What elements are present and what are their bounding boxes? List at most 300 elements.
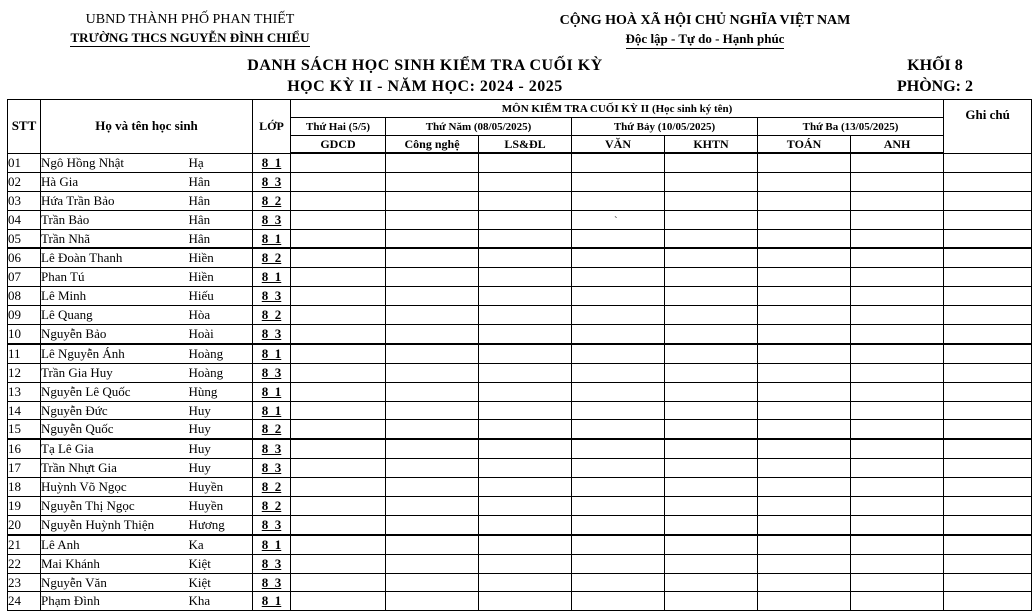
signature-cell[interactable]	[291, 420, 386, 439]
signature-cell[interactable]	[479, 382, 572, 401]
signature-cell[interactable]	[386, 554, 479, 573]
signature-cell[interactable]	[386, 363, 479, 382]
signature-cell[interactable]	[291, 268, 386, 287]
signature-cell[interactable]	[572, 592, 665, 611]
signature-cell[interactable]	[758, 363, 851, 382]
signature-cell[interactable]	[386, 420, 479, 439]
signature-cell[interactable]	[291, 306, 386, 325]
row-first-name: Kiệt	[189, 554, 253, 573]
signature-cell[interactable]	[386, 459, 479, 478]
signature-cell[interactable]	[479, 535, 572, 554]
signature-cell[interactable]	[291, 229, 386, 248]
row-class: 8_3	[253, 363, 291, 382]
signature-cell[interactable]	[758, 554, 851, 573]
row-surname: Lê Đoàn Thanh	[41, 248, 189, 267]
signature-cell[interactable]	[386, 248, 479, 267]
signature-cell[interactable]	[851, 306, 944, 325]
signature-cell[interactable]	[665, 172, 758, 191]
signature-cell[interactable]	[758, 420, 851, 439]
day-thursday: Thứ Năm (08/05/2025)	[386, 118, 572, 136]
nation-title: CỘNG HOÀ XÃ HỘI CHỦ NGHĨA VIỆT NAM	[559, 13, 851, 28]
row-stt: 07	[8, 268, 41, 287]
signature-cell[interactable]	[572, 382, 665, 401]
signature-cell[interactable]	[572, 420, 665, 439]
signature-cell[interactable]	[758, 229, 851, 248]
table-row	[8, 268, 1032, 287]
signature-cell[interactable]	[291, 478, 386, 497]
signature-cell[interactable]	[851, 515, 944, 534]
signature-cell[interactable]	[758, 382, 851, 401]
authority-name: UBND THÀNH PHỐ PHAN THIẾT	[85, 12, 295, 27]
note-cell[interactable]	[944, 287, 1032, 306]
signature-cell[interactable]	[758, 172, 851, 191]
row-first-name: Hân	[189, 191, 253, 210]
signature-cell[interactable]	[291, 210, 386, 229]
signature-cell[interactable]	[479, 401, 572, 420]
row-first-name: Huy	[189, 420, 253, 439]
table-row	[8, 287, 1032, 306]
signature-cell[interactable]	[291, 439, 386, 458]
table-row	[8, 478, 1032, 497]
signature-cell[interactable]	[479, 459, 572, 478]
note-cell[interactable]	[944, 535, 1032, 554]
signature-cell[interactable]	[572, 401, 665, 420]
row-surname: Hà Gia	[41, 172, 189, 191]
signature-cell[interactable]	[386, 344, 479, 363]
signature-cell[interactable]	[291, 401, 386, 420]
row-first-name: Hòa	[189, 306, 253, 325]
signature-cell[interactable]	[572, 497, 665, 516]
row-class: 8_3	[253, 172, 291, 191]
row-stt: 15	[8, 420, 41, 439]
signature-cell[interactable]	[479, 439, 572, 458]
row-class: 8_3	[253, 573, 291, 592]
row-stt: 23	[8, 573, 41, 592]
signature-cell[interactable]	[572, 306, 665, 325]
signature-cell[interactable]	[572, 268, 665, 287]
signature-cell[interactable]	[291, 363, 386, 382]
signature-cell[interactable]	[572, 535, 665, 554]
signature-cell[interactable]	[386, 229, 479, 248]
row-surname: Lê Quang	[41, 306, 189, 325]
signature-cell[interactable]	[665, 401, 758, 420]
row-surname: Lê Minh	[41, 287, 189, 306]
signature-cell[interactable]	[572, 172, 665, 191]
grade-label: KHỐI 8	[907, 57, 963, 74]
table-row	[8, 153, 1032, 172]
row-surname: Nguyễn Thị Ngọc	[41, 497, 189, 516]
signature-cell[interactable]	[479, 210, 572, 229]
table-row	[8, 248, 1032, 267]
note-cell[interactable]	[944, 229, 1032, 248]
row-first-name: Huy	[189, 439, 253, 458]
row-first-name: Hạ	[189, 153, 253, 172]
signature-cell[interactable]	[572, 573, 665, 592]
table-row	[8, 191, 1032, 210]
row-class: 8_2	[253, 497, 291, 516]
row-class: 8_2	[253, 306, 291, 325]
row-stt: 04	[8, 210, 41, 229]
signature-cell[interactable]	[572, 287, 665, 306]
signature-cell[interactable]	[851, 554, 944, 573]
signature-cell[interactable]	[291, 497, 386, 516]
row-first-name: Kiệt	[189, 573, 253, 592]
subject-khtn: KHTN	[665, 136, 758, 154]
row-surname: Lê Anh	[41, 535, 189, 554]
note-cell[interactable]	[944, 401, 1032, 420]
row-stt: 18	[8, 478, 41, 497]
row-surname: Huỳnh Võ Ngọc	[41, 478, 189, 497]
table-row	[8, 554, 1032, 573]
signature-cell[interactable]	[386, 592, 479, 611]
signature-cell[interactable]	[758, 287, 851, 306]
note-cell[interactable]	[944, 515, 1032, 534]
row-stt: 02	[8, 172, 41, 191]
motto-text: Độc lập - Tự do - Hạnh phúc	[626, 31, 785, 49]
row-stt: 10	[8, 325, 41, 344]
row-surname: Trần Bảo	[41, 210, 189, 229]
signature-cell[interactable]	[479, 248, 572, 267]
signature-cell[interactable]	[758, 497, 851, 516]
signature-cell[interactable]	[479, 229, 572, 248]
table-row	[8, 229, 1032, 248]
signature-cell[interactable]	[479, 287, 572, 306]
signature-cell[interactable]	[479, 497, 572, 516]
signature-cell[interactable]	[665, 325, 758, 344]
signature-cell[interactable]	[758, 344, 851, 363]
signature-cell[interactable]	[291, 287, 386, 306]
signature-cell[interactable]	[665, 459, 758, 478]
note-cell[interactable]	[944, 478, 1032, 497]
table-row	[8, 420, 1032, 439]
signature-cell[interactable]	[758, 515, 851, 534]
signature-cell[interactable]	[758, 153, 851, 172]
note-cell[interactable]	[944, 172, 1032, 191]
signature-cell[interactable]	[665, 344, 758, 363]
signature-cell[interactable]	[572, 363, 665, 382]
signature-cell[interactable]	[758, 592, 851, 611]
signature-cell[interactable]	[758, 268, 851, 287]
row-class: 8_1	[253, 229, 291, 248]
note-cell[interactable]	[944, 363, 1032, 382]
note-cell[interactable]	[944, 210, 1032, 229]
table-row	[8, 172, 1032, 191]
signature-cell[interactable]	[851, 325, 944, 344]
signature-cell[interactable]	[758, 191, 851, 210]
table-row	[8, 459, 1032, 478]
row-surname: Nguyễn Huỳnh Thiện	[41, 515, 189, 534]
signature-cell[interactable]	[479, 191, 572, 210]
row-surname: Nguyễn Lê Quốc	[41, 382, 189, 401]
signature-cell[interactable]	[851, 344, 944, 363]
note-cell[interactable]	[944, 592, 1032, 611]
signature-cell[interactable]	[572, 325, 665, 344]
signature-cell[interactable]	[665, 592, 758, 611]
signature-cell[interactable]	[572, 153, 665, 172]
signature-cell[interactable]	[291, 153, 386, 172]
signature-cell[interactable]	[851, 172, 944, 191]
signature-cell[interactable]	[665, 306, 758, 325]
signature-cell[interactable]	[665, 268, 758, 287]
signature-cell[interactable]	[851, 439, 944, 458]
row-stt: 17	[8, 459, 41, 478]
subject-toan: TOÁN	[758, 136, 851, 154]
signature-cell[interactable]	[291, 459, 386, 478]
row-class: 8_3	[253, 554, 291, 573]
note-cell[interactable]	[944, 420, 1032, 439]
signature-cell[interactable]	[758, 459, 851, 478]
row-surname: Trần Nhã	[41, 229, 189, 248]
subject-gdcd: GDCD	[291, 136, 386, 154]
table-row	[8, 325, 1032, 344]
signature-cell[interactable]	[572, 248, 665, 267]
signature-cell[interactable]	[851, 363, 944, 382]
signature-cell[interactable]	[386, 287, 479, 306]
signature-cell[interactable]	[572, 229, 665, 248]
signature-cell[interactable]	[572, 210, 665, 229]
signature-cell[interactable]	[851, 478, 944, 497]
signature-cell[interactable]	[386, 325, 479, 344]
signature-cell[interactable]	[479, 325, 572, 344]
signature-cell[interactable]	[291, 172, 386, 191]
note-cell[interactable]	[944, 325, 1032, 344]
signature-cell[interactable]	[386, 210, 479, 229]
signature-cell[interactable]	[665, 287, 758, 306]
day-tuesday: Thứ Ba (13/05/2025)	[758, 118, 944, 136]
signature-cell[interactable]	[851, 420, 944, 439]
signature-cell[interactable]	[851, 497, 944, 516]
row-surname: Ngô Hồng Nhật	[41, 153, 189, 172]
row-class: 8_1	[253, 268, 291, 287]
day-saturday: Thứ Bảy (10/05/2025)	[572, 118, 758, 136]
signature-cell[interactable]	[386, 439, 479, 458]
col-name-header: Họ và tên học sinh	[41, 100, 253, 154]
note-cell[interactable]	[944, 191, 1032, 210]
note-cell[interactable]	[944, 153, 1032, 172]
row-surname: Trần Nhựt Gia	[41, 459, 189, 478]
row-class: 8_1	[253, 592, 291, 611]
col-class-header: LỚP	[253, 100, 291, 154]
signature-cell[interactable]	[758, 248, 851, 267]
signature-cell[interactable]	[479, 515, 572, 534]
row-class: 8_3	[253, 515, 291, 534]
signature-cell[interactable]	[572, 554, 665, 573]
signature-cell[interactable]	[572, 459, 665, 478]
col-stt-header: STT	[8, 100, 41, 154]
row-class: 8_2	[253, 191, 291, 210]
signature-cell[interactable]	[479, 478, 572, 497]
signature-cell[interactable]	[758, 478, 851, 497]
signature-cell[interactable]	[291, 535, 386, 554]
signature-cell[interactable]	[758, 573, 851, 592]
table-row	[8, 515, 1032, 534]
signature-cell[interactable]	[758, 306, 851, 325]
room-label: PHÒNG: 2	[897, 78, 973, 95]
table-row	[8, 344, 1032, 363]
signature-cell[interactable]	[386, 497, 479, 516]
signature-cell[interactable]	[758, 401, 851, 420]
motto	[540, 31, 870, 47]
signature-cell[interactable]	[665, 554, 758, 573]
row-stt: 19	[8, 497, 41, 516]
row-surname: Hứa Trần Bảo	[41, 191, 189, 210]
row-surname: Mai Khánh	[41, 554, 189, 573]
signature-cell[interactable]	[386, 153, 479, 172]
signature-cell[interactable]	[479, 344, 572, 363]
signature-cell[interactable]	[572, 478, 665, 497]
signature-cell[interactable]	[572, 344, 665, 363]
note-cell[interactable]	[944, 344, 1032, 363]
row-first-name: Hân	[189, 229, 253, 248]
note-cell[interactable]	[944, 439, 1032, 458]
signature-cell[interactable]	[665, 420, 758, 439]
signature-cell[interactable]	[851, 382, 944, 401]
row-first-name: Hiền	[189, 248, 253, 267]
signature-cell[interactable]	[665, 191, 758, 210]
row-stt: 24	[8, 592, 41, 611]
signature-cell[interactable]	[851, 592, 944, 611]
signature-cell[interactable]	[851, 248, 944, 267]
row-stt: 06	[8, 248, 41, 267]
signature-cell[interactable]	[479, 153, 572, 172]
row-first-name: Hoàng	[189, 344, 253, 363]
signature-cell[interactable]	[665, 210, 758, 229]
signature-cell[interactable]	[479, 420, 572, 439]
signature-cell[interactable]	[386, 382, 479, 401]
signature-cell[interactable]	[572, 191, 665, 210]
row-surname: Tạ Lê Gia	[41, 439, 189, 458]
signature-cell[interactable]	[386, 268, 479, 287]
signature-cell[interactable]	[758, 325, 851, 344]
row-first-name: Ka	[189, 535, 253, 554]
signature-cell[interactable]	[291, 382, 386, 401]
note-cell[interactable]	[944, 306, 1032, 325]
semester-title: HỌC KỲ II - NĂM HỌC: 2024 - 2025	[287, 78, 563, 95]
signature-cell[interactable]	[479, 554, 572, 573]
row-surname: Nguyễn Văn	[41, 573, 189, 592]
signature-cell[interactable]	[665, 497, 758, 516]
table-row	[8, 573, 1032, 592]
signature-cell[interactable]	[665, 153, 758, 172]
table-row	[8, 382, 1032, 401]
row-stt: 16	[8, 439, 41, 458]
table-row	[8, 210, 1032, 229]
signature-cell[interactable]	[291, 344, 386, 363]
signature-cell[interactable]	[665, 478, 758, 497]
signature-cell[interactable]	[665, 535, 758, 554]
row-class: 8_3	[253, 439, 291, 458]
signature-cell[interactable]	[386, 573, 479, 592]
note-cell[interactable]	[944, 573, 1032, 592]
signature-cell[interactable]	[386, 478, 479, 497]
row-stt: 20	[8, 515, 41, 534]
row-surname: Nguyễn Bảo	[41, 325, 189, 344]
row-first-name: Hương	[189, 515, 253, 534]
signature-cell[interactable]	[479, 592, 572, 611]
signature-cell[interactable]	[386, 306, 479, 325]
row-first-name: Hoàng	[189, 363, 253, 382]
note-cell[interactable]	[944, 497, 1032, 516]
signature-cell[interactable]	[758, 439, 851, 458]
note-cell[interactable]	[944, 382, 1032, 401]
signature-cell[interactable]	[479, 573, 572, 592]
signature-cell[interactable]	[665, 515, 758, 534]
signature-cell[interactable]	[386, 515, 479, 534]
signature-cell[interactable]	[291, 592, 386, 611]
signature-cell[interactable]	[386, 172, 479, 191]
signature-cell[interactable]	[291, 515, 386, 534]
signature-cell[interactable]	[851, 153, 944, 172]
row-first-name: Hùng	[189, 382, 253, 401]
row-first-name: Hoài	[189, 325, 253, 344]
signature-cell[interactable]	[851, 573, 944, 592]
signature-cell[interactable]	[291, 325, 386, 344]
signature-cell[interactable]	[851, 401, 944, 420]
row-first-name: Hiền	[189, 268, 253, 287]
subject-ls-dl: LS&ĐL	[479, 136, 572, 154]
signature-cell[interactable]	[572, 515, 665, 534]
signature-cell[interactable]	[291, 191, 386, 210]
table-row	[8, 363, 1032, 382]
signature-cell[interactable]	[665, 382, 758, 401]
signature-cell[interactable]	[851, 535, 944, 554]
table-row	[8, 306, 1032, 325]
signature-cell[interactable]	[572, 439, 665, 458]
row-class: 8_1	[253, 153, 291, 172]
row-stt: 08	[8, 287, 41, 306]
note-cell[interactable]	[944, 459, 1032, 478]
signature-cell[interactable]	[479, 306, 572, 325]
signature-cell[interactable]	[386, 535, 479, 554]
row-stt: 09	[8, 306, 41, 325]
signature-cell[interactable]	[665, 439, 758, 458]
signature-cell[interactable]	[851, 459, 944, 478]
table-row	[8, 401, 1032, 420]
row-class: 8_2	[253, 248, 291, 267]
row-first-name: Hân	[189, 172, 253, 191]
signature-cell[interactable]	[758, 210, 851, 229]
row-surname: Nguyễn Đức	[41, 401, 189, 420]
signature-cell[interactable]	[851, 210, 944, 229]
signature-cell[interactable]	[665, 363, 758, 382]
signature-cell[interactable]	[479, 363, 572, 382]
row-stt: 21	[8, 535, 41, 554]
row-surname: Trần Gia Huy	[41, 363, 189, 382]
signature-cell[interactable]	[479, 172, 572, 191]
note-cell[interactable]	[944, 554, 1032, 573]
signature-cell[interactable]	[851, 191, 944, 210]
note-cell[interactable]	[944, 268, 1032, 287]
row-class: 8_2	[253, 420, 291, 439]
signature-cell[interactable]	[851, 229, 944, 248]
signature-cell[interactable]	[479, 268, 572, 287]
row-surname: Lê Nguyễn Ánh	[41, 344, 189, 363]
signature-cell[interactable]	[386, 191, 479, 210]
signature-cell[interactable]	[851, 268, 944, 287]
signature-cell[interactable]	[291, 248, 386, 267]
signature-cell[interactable]	[851, 287, 944, 306]
signature-cell[interactable]	[291, 554, 386, 573]
row-class: 8_1	[253, 344, 291, 363]
signature-cell[interactable]	[665, 229, 758, 248]
signature-cell[interactable]	[291, 573, 386, 592]
signature-cell[interactable]	[665, 248, 758, 267]
signature-cell[interactable]	[665, 573, 758, 592]
col-subjects-header: MÔN KIỂM TRA CUỐI KỲ II (Học sinh ký tên)	[291, 100, 944, 118]
signature-cell[interactable]	[386, 401, 479, 420]
signature-cell[interactable]	[758, 535, 851, 554]
note-cell[interactable]	[944, 248, 1032, 267]
